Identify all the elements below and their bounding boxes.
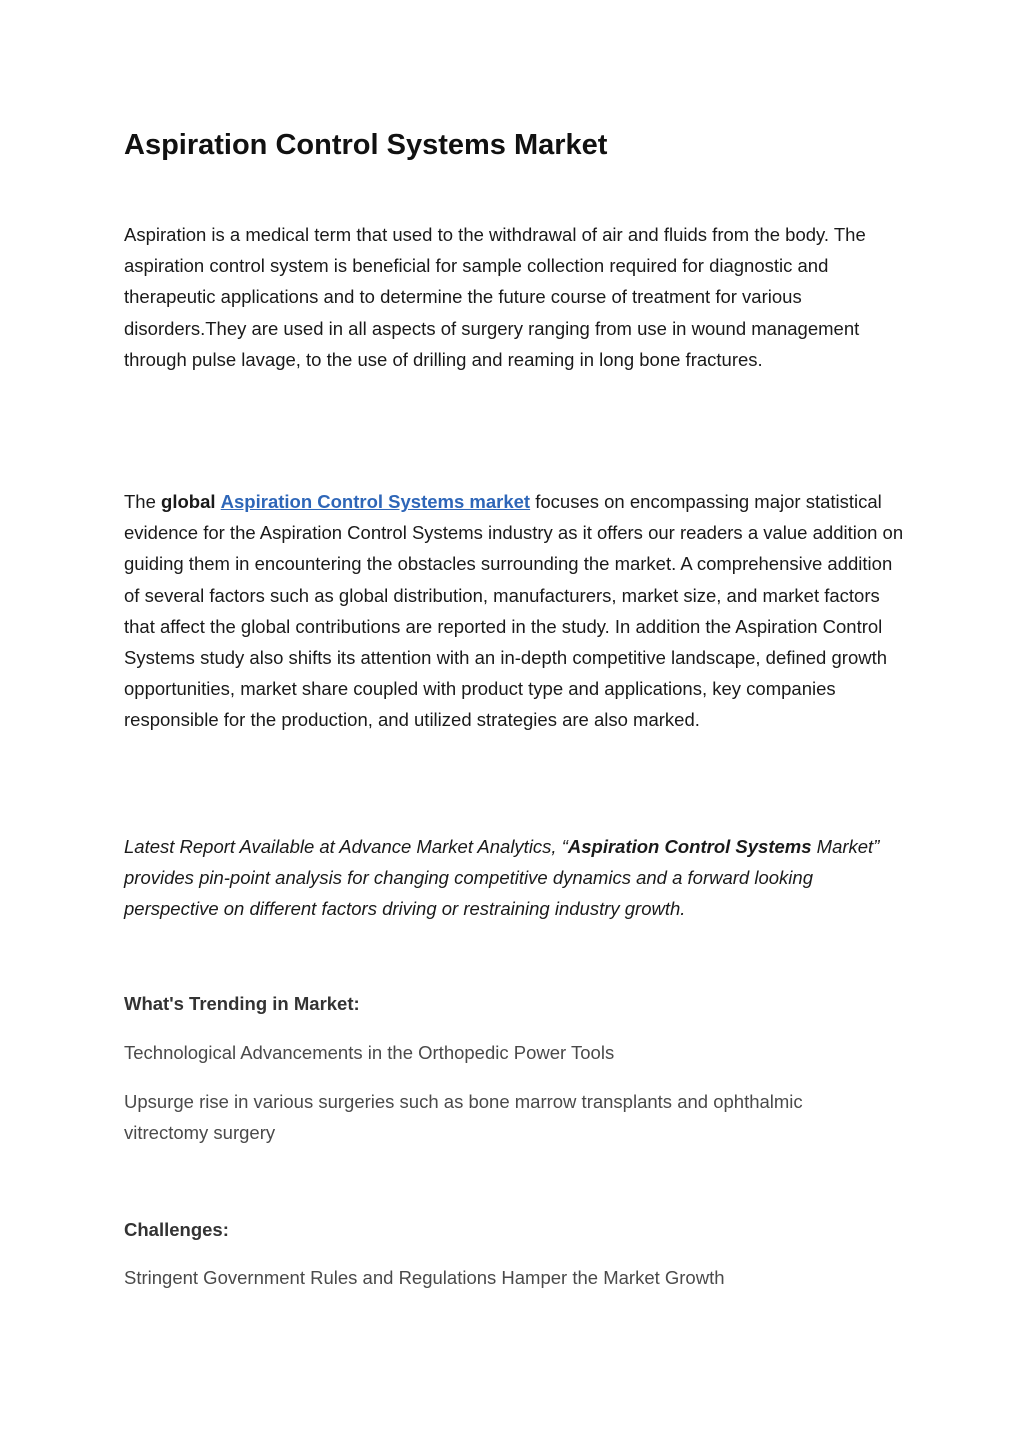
paragraph-text: Latest Report Available at Advance Market Analytics, “ — [124, 836, 568, 857]
challenge-item: Stringent Government Rules and Regulations Hamper the Market Growth — [124, 1267, 725, 1288]
paragraph-text: Market” provides pin-point analysis for changing competitive dynamics and a forward looking perspective on different factors driving or restraining industry growth. — [124, 836, 880, 920]
emphasis-text: global — [161, 491, 216, 512]
page-title: Aspiration Control Systems Market — [124, 129, 608, 161]
report-paragraph — [124, 831, 884, 925]
global-market-paragraph — [124, 486, 909, 736]
challenges-heading: Challenges: — [124, 1219, 229, 1240]
paragraph-text: The — [124, 491, 162, 512]
market-report-link[interactable]: Aspiration Control Systems market — [220, 491, 531, 512]
trending-item: Technological Advancements in the Orthopedic Power Tools — [124, 1042, 615, 1063]
intro-paragraph: Aspiration is a medical term that used to the withdrawal of air and fluids from the body. The aspiration control system is beneficial for sample collection required for diagnostic and therapeutic applications and to determine the future course of treatment for various disorders.They are used in all aspects of surgery ranging from use in wound management through pulse lavage, to the use of drilling and reaming in long bone fractures. — [124, 224, 866, 370]
paragraph-text: focuses on encompassing major statistical evidence for the Aspiration Control Systems industry as it offers our readers a value addition on guiding them in encountering the obstacles surrounding the market. A comprehensive addition of several factors such as global distribution, manufacturers, market size, and market factors that affect the global contributions are reported in the study. In addition the Aspiration Control Systems study also shifts its attention with an in-depth competitive landscape, defined growth opportunities, market share coupled with product type and applications, key companies responsible for the production, and utilized strategies are also marked. — [124, 491, 904, 731]
trending-heading: What's Trending in Market: — [124, 993, 360, 1014]
report-name-emphasis: Aspiration Control Systems — [567, 836, 812, 857]
trending-item: Upsurge rise in various surgeries such as bone marrow transplants and ophthalmic vitrectomy surgery — [124, 1091, 803, 1144]
